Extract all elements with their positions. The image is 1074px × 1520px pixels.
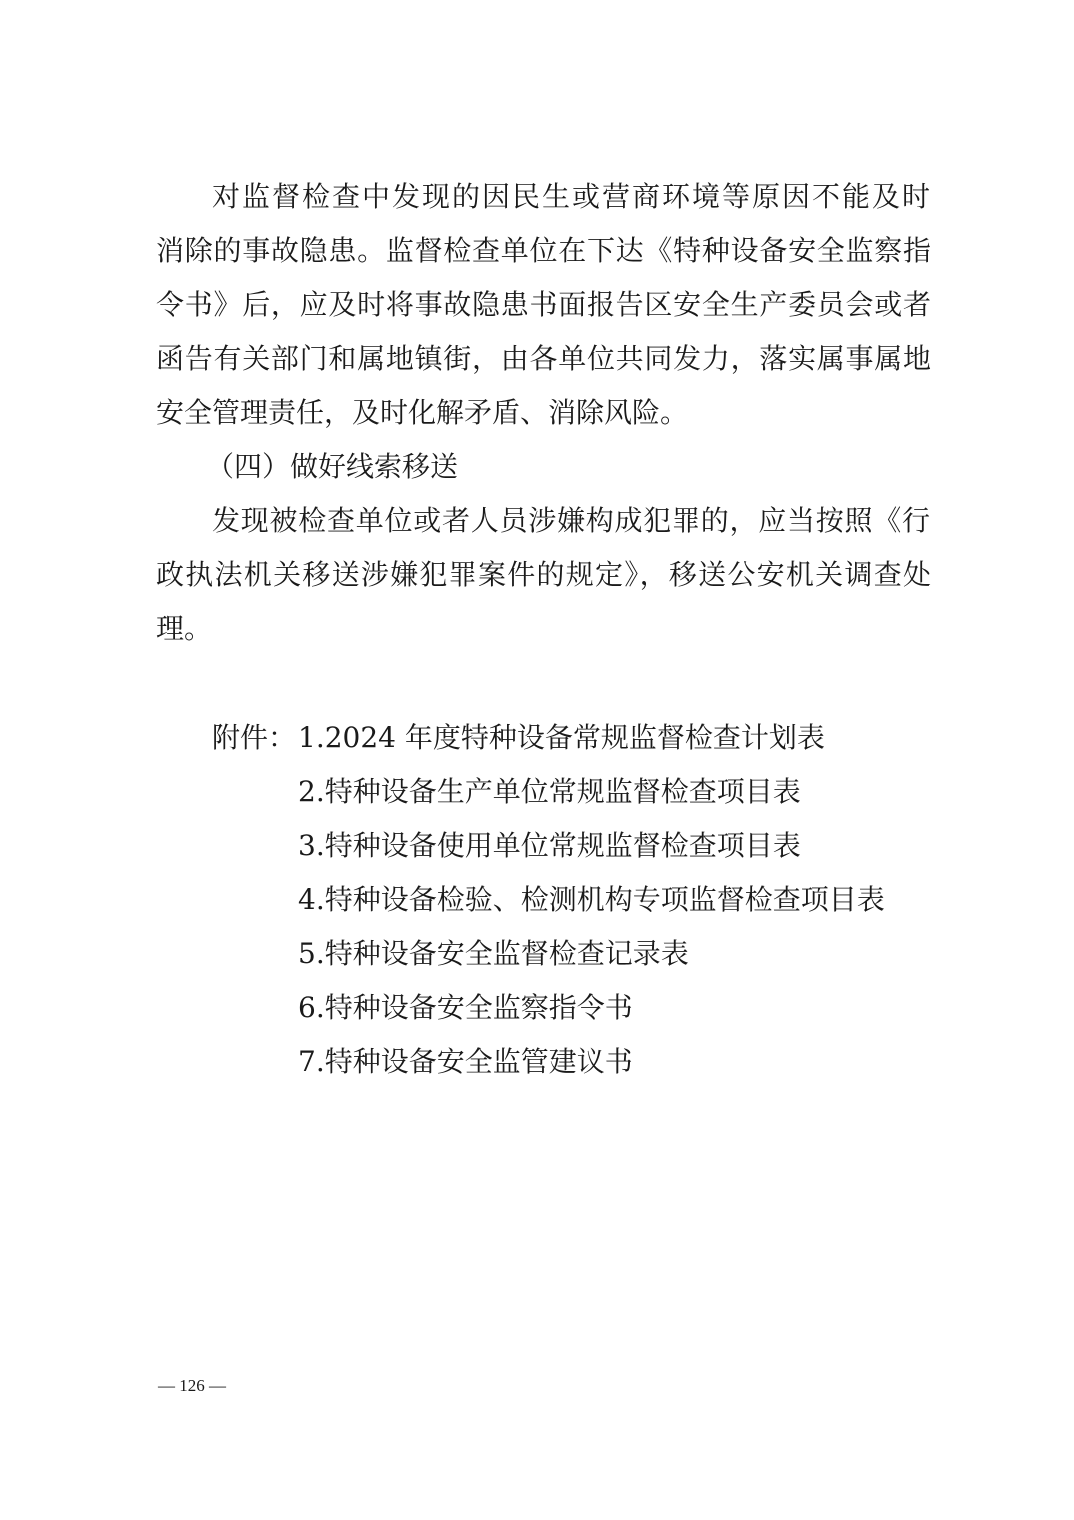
page-number: — 126 — bbox=[158, 1376, 226, 1395]
attachment-item: 1.2024 年度特种设备常规监督检查计划表 bbox=[298, 721, 825, 754]
attachments-label: 附件： bbox=[212, 721, 297, 754]
paragraph-1-line-5: 安全管理责任，及时化解矛盾、消除风险。 bbox=[156, 396, 689, 429]
attachment-item: 5.特种设备安全监督检查记录表 bbox=[298, 937, 689, 970]
paragraph-2-line-2: 政执法机关移送涉嫌犯罪案件的规定》，移送公安机关调查处 bbox=[156, 558, 931, 591]
attachment-item: 4.特种设备检验、检测机构专项监督检查项目表 bbox=[298, 883, 885, 916]
attachment-item: 6.特种设备安全监察指令书 bbox=[298, 991, 633, 1024]
attachment-item: 7.特种设备安全监管建议书 bbox=[298, 1045, 633, 1078]
section-heading: （四）做好线索移送 bbox=[206, 450, 459, 483]
paragraph-1-line-1: 对监督检查中发现的因民生或营商环境等原因不能及时 bbox=[212, 180, 930, 213]
paragraph-1-line-4: 函告有关部门和属地镇街，由各单位共同发力，落实属事属地 bbox=[156, 342, 931, 375]
paragraph-2-line-3: 理。 bbox=[156, 612, 213, 645]
paragraph-1-line-2: 消除的事故隐患。监督检查单位在下达《特种设备安全监察指 bbox=[156, 234, 931, 267]
attachment-item: 2.特种设备生产单位常规监督检查项目表 bbox=[298, 775, 801, 808]
attachment-item: 3.特种设备使用单位常规监督检查项目表 bbox=[298, 829, 801, 862]
paragraph-2-line-1: 发现被检查单位或者人员涉嫌构成犯罪的，应当按照《行 bbox=[212, 504, 930, 537]
paragraph-1-line-3: 令书》后，应及时将事故隐患书面报告区安全生产委员会或者 bbox=[156, 288, 931, 321]
